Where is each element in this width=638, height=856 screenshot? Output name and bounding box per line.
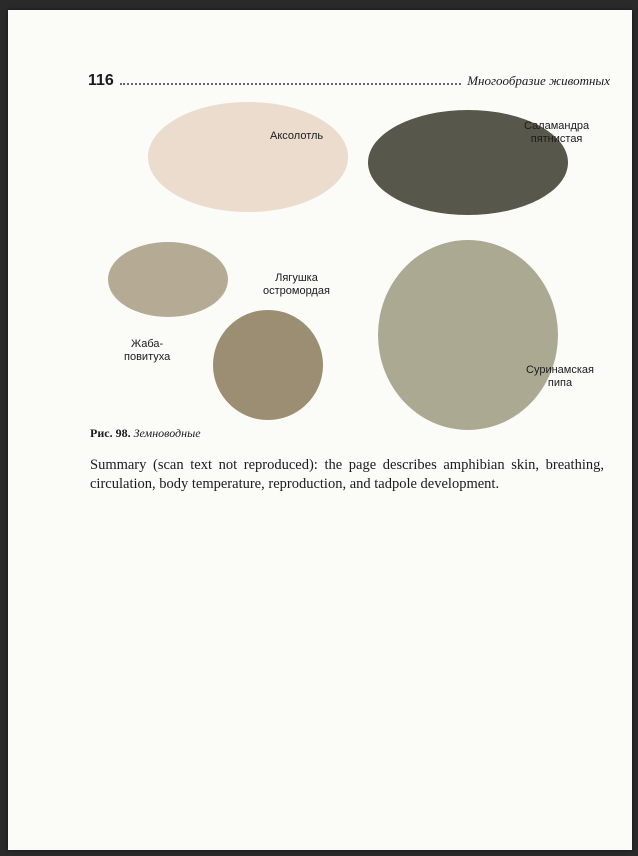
frog-illustration xyxy=(213,310,323,420)
book-page xyxy=(8,10,632,850)
pipa-illustration xyxy=(378,240,558,430)
figure-title: Земноводные xyxy=(133,426,201,440)
figure-caption xyxy=(90,426,201,441)
chapter-title: Многообразие животных xyxy=(467,73,610,88)
midwife-toad-illustration xyxy=(108,242,228,317)
label-frog: Лягушка остромордая xyxy=(263,272,330,297)
body-text: Summary (scan text not reproduced): the page describes amphibian skin, breathing, circulation, body temperature, reproduction, and tadpole development. xyxy=(90,457,604,492)
running-header xyxy=(88,72,610,90)
label-axolotl: Аксолотль xyxy=(270,130,324,142)
label-midwife-toad: Жаба- повитуха xyxy=(124,338,171,363)
label-salamander: Саламандра пятнистая xyxy=(524,120,590,145)
axolotl-illustration xyxy=(148,102,348,212)
dotted-leader xyxy=(120,73,461,85)
page-number: 116 xyxy=(88,72,114,89)
label-pipa: Суринамская пипа xyxy=(526,364,594,389)
figure-number: Рис. 98. xyxy=(90,426,131,440)
